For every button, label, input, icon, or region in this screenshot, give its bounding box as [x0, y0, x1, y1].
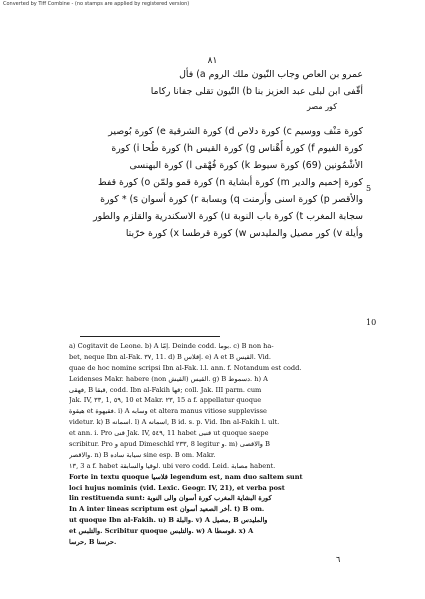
- footnote-line: ut quoque Ibn al-Fakih. u) B والبلة. v) A مصيل, B والمليدس: [69, 516, 268, 525]
- footnote-line: Forte in textu quoque قلاسيا legendum est, nam duo saltem sunt: [69, 472, 303, 481]
- footnote-line: loci hujus nominis (vid. Lexic. Geogr. IV, 21), et verba post: [69, 483, 285, 492]
- footnote-line: a) Cogitavit de Leone. b) A اِمّا. Deinde codd. بوما. c) B non ha-: [69, 342, 274, 350]
- footnotes-block: [69, 341, 351, 548]
- footnote-line: ١٣, 3 a f. habet لوقيا والسابقة. ubi vero codd. Leid. مصابة habent.: [69, 461, 276, 470]
- converter-banner: Converted by Tiff Combine - (no stamps are applied by registered version): [3, 1, 190, 7]
- footnote-line: حرسا, B حرسنا.: [69, 538, 117, 547]
- margin-number-10: 10: [366, 318, 377, 327]
- section-heading: كور مصر: [307, 102, 337, 111]
- footnote-line: والاقصر. n) B سيابة ساده sine esp. B om. Makr.: [69, 450, 216, 459]
- footnote-line: et ann. i. Pro قنى Jak. IV, ٥٤٩, 11 habet قنبی ut quoque saepe: [69, 429, 269, 438]
- footnote-line: quae de hoc nomine scripsi Ibn al-Fak. l.l. ann. f. Notandum est codd.: [69, 363, 302, 372]
- footnote-line: هيقوة et فقيهوة. i) A وسابه et altera manus vitiose supplevisse: [69, 407, 267, 416]
- footnote-line: bet, neque Ibn al-Fak. ٣٧, 11. d) B اِقلاس. e) A et B القيس. Vid.: [69, 352, 271, 361]
- margin-number-5: 5: [366, 184, 372, 193]
- arabic-line: كورة إخميم والدير m) كورة أبشاية n) كورة قمو ولمّن o) كورة قفط: [97, 177, 363, 188]
- arabic-line: عمرو بن العاص وجاب النّيون ملك الروم a) فأل: [179, 69, 363, 80]
- footnote-line: Leidenses Makr. habere (non القيش) القيس. g) B دسموط. h) A: [69, 374, 268, 383]
- footnote-line: videtur. k) B اسمانه. l) A اسمانه, B id. s. p. Vid. Ibn al-Fakih l. ult.: [69, 418, 280, 427]
- footnote-line: In A inter lineas scriptum est أخر الصعيد أسوان. t) B om.: [69, 505, 265, 514]
- arabic-line: الأشْمُونين (69) كورة سيوط k) كورة فُهْقى l) كورة البهنسى: [129, 160, 363, 171]
- arabic-line: كورة مَنْف ووسيم c) كورة دلاص d) كورة الشرقية e) كورة بُوصير: [108, 126, 363, 137]
- arabic-line: وأيلة v) كور مصيل والمليدس w) كورة قرطسا x) كورة خرّبتا: [125, 228, 363, 239]
- page-number: ٨١: [207, 56, 218, 66]
- footnote-divider: [80, 336, 220, 337]
- footnote-line: Jak. IV, ٣٣, 1, ٥٩, 10 et Makr. ٢٣, 15 a f. appellatur quoque: [69, 396, 262, 405]
- footnote-line: et والتلبس. Scribitur quoque والتلبس. w) A قوسطا. x) A: [69, 527, 254, 536]
- arabic-line: سجابة المغرب t) كورة باب النوبة u) كورة الاسكندرية والقلزم والطور: [93, 211, 363, 222]
- arabic-line: أقّفى ابن لبلى عبد العزيز بنا b) التّيون تقلى جفانا ركاما: [150, 86, 363, 97]
- arabic-line: كورة الفيوم f) كورة أُهْناس g) كورة القيس h) كورة طُحا i) كورة: [111, 143, 363, 154]
- arabic-line: والأقصر p) كورة اسنى وأرمنت q) وبسابة r) كورة أسوان s) * كورة: [100, 194, 363, 205]
- signature-mark: ٦: [336, 555, 341, 564]
- arabic-text-block: [58, 66, 363, 242]
- footnote-line: فهقى, B قبقا, codd. Ibn al-Fakih قها; coll. Jak. III parm. cum: [69, 385, 262, 394]
- footnote-line: lin restituenda sunt: كورة البشاية المغرب كورة أسوان والى النوبة: [69, 494, 272, 503]
- footnote-line: scribitur. Pro و apud Dimeschkî ٢٣٣, 8 legitur و. m) والاقصى B: [69, 440, 270, 449]
